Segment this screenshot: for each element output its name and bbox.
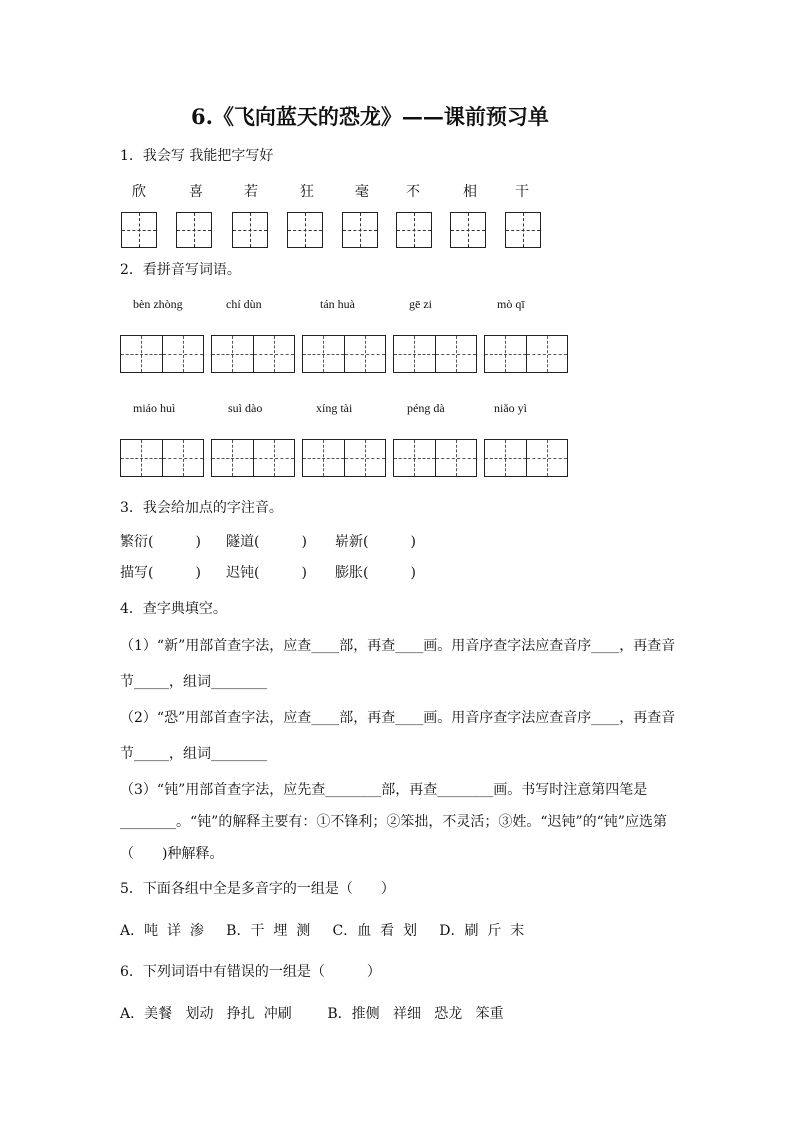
writing-box[interactable] bbox=[121, 212, 157, 248]
word-box[interactable] bbox=[211, 439, 295, 477]
writing-box[interactable] bbox=[287, 212, 323, 248]
pinyin-label: tán huà bbox=[320, 297, 355, 311]
writing-box[interactable] bbox=[342, 212, 378, 248]
q3-item: 隧道( ) bbox=[226, 534, 307, 550]
q6-options: A．美餐 划动 挣扎 冲刷 B．推侧 祥细 恐龙 笨重 bbox=[120, 1006, 504, 1022]
q4-line: 节_____，组词________ bbox=[120, 674, 267, 690]
word-box[interactable] bbox=[484, 335, 568, 373]
q1-heading: 1．我会写 我能把字写好 bbox=[120, 148, 274, 164]
writing-box[interactable] bbox=[176, 212, 212, 248]
q1-char: 毫 bbox=[355, 184, 369, 200]
q3-item: 描写( ) bbox=[120, 565, 201, 581]
q4-line: （3）“钝”用部首查字法，应先查________部，再查________画。书写时注意第四笔是 bbox=[120, 782, 648, 798]
q1-char: 相 bbox=[463, 184, 477, 200]
q4-line: （1）“新”用部首查字法，应查____部，再查____画。用音序查字法应查音序____，再查音 bbox=[120, 638, 676, 654]
q3-item: 崭新( ) bbox=[335, 534, 416, 550]
pinyin-label: bèn zhòng bbox=[133, 297, 183, 311]
q4-line: （ )种解释。 bbox=[120, 846, 224, 862]
q3-item: 迟钝( ) bbox=[226, 565, 307, 581]
word-box[interactable] bbox=[302, 439, 386, 477]
q1-char: 干 bbox=[515, 184, 529, 200]
pinyin-label: miáo huì bbox=[133, 401, 176, 415]
word-box[interactable] bbox=[120, 335, 204, 373]
q4-line: ________。“钝”的解释主要有：①不锋利；②笨拙，不灵活；③姓。“迟钝”的“钝”应选第 bbox=[120, 814, 667, 830]
writing-box[interactable] bbox=[505, 212, 541, 248]
word-box[interactable] bbox=[484, 439, 568, 477]
q1-char: 喜 bbox=[189, 184, 203, 200]
q1-char: 若 bbox=[244, 184, 258, 200]
writing-box[interactable] bbox=[232, 212, 268, 248]
pinyin-label: chí dùn bbox=[226, 297, 262, 311]
pinyin-label: gē zi bbox=[409, 297, 432, 311]
word-box[interactable] bbox=[211, 335, 295, 373]
word-box[interactable] bbox=[120, 439, 204, 477]
writing-box[interactable] bbox=[450, 212, 486, 248]
q2-heading: 2．看拼音写词语。 bbox=[120, 262, 241, 278]
q1-char: 狂 bbox=[300, 184, 314, 200]
q5-options: A．吨 详 渗 B．干 埋 测 C．血 看 划 D．刷 斤 末 bbox=[120, 923, 525, 939]
page-title: 6.《飞向蓝天的恐龙》——课前预习单 bbox=[191, 104, 549, 129]
q5-heading: 5．下面各组中全是多音字的一组是（ ） bbox=[120, 881, 395, 897]
q3-item: 繁衍( ) bbox=[120, 534, 201, 550]
word-box[interactable] bbox=[393, 439, 477, 477]
q6-heading: 6．下列词语中有错误的一组是（ ） bbox=[120, 964, 381, 980]
q4-heading: 4．查字典填空。 bbox=[120, 601, 227, 617]
pinyin-label: péng dà bbox=[407, 401, 445, 415]
q4-line: 节_____，组词________ bbox=[120, 746, 267, 762]
pinyin-label: suì dào bbox=[228, 401, 263, 415]
word-box[interactable] bbox=[302, 335, 386, 373]
q3-item: 膨胀( ) bbox=[335, 565, 416, 581]
pinyin-label: niǎo yì bbox=[494, 401, 527, 415]
writing-box[interactable] bbox=[396, 212, 432, 248]
pinyin-label: mò qī bbox=[497, 297, 525, 311]
q1-char: 欣 bbox=[132, 184, 146, 200]
q1-char: 不 bbox=[406, 184, 420, 200]
pinyin-label: xíng tài bbox=[316, 401, 353, 415]
word-box[interactable] bbox=[393, 335, 477, 373]
q3-heading: 3．我会给加点的字注音。 bbox=[120, 500, 283, 516]
q4-line: （2）“恐”用部首查字法，应查____部，再查____画。用音序查字法应查音序____，再查音 bbox=[120, 710, 676, 726]
